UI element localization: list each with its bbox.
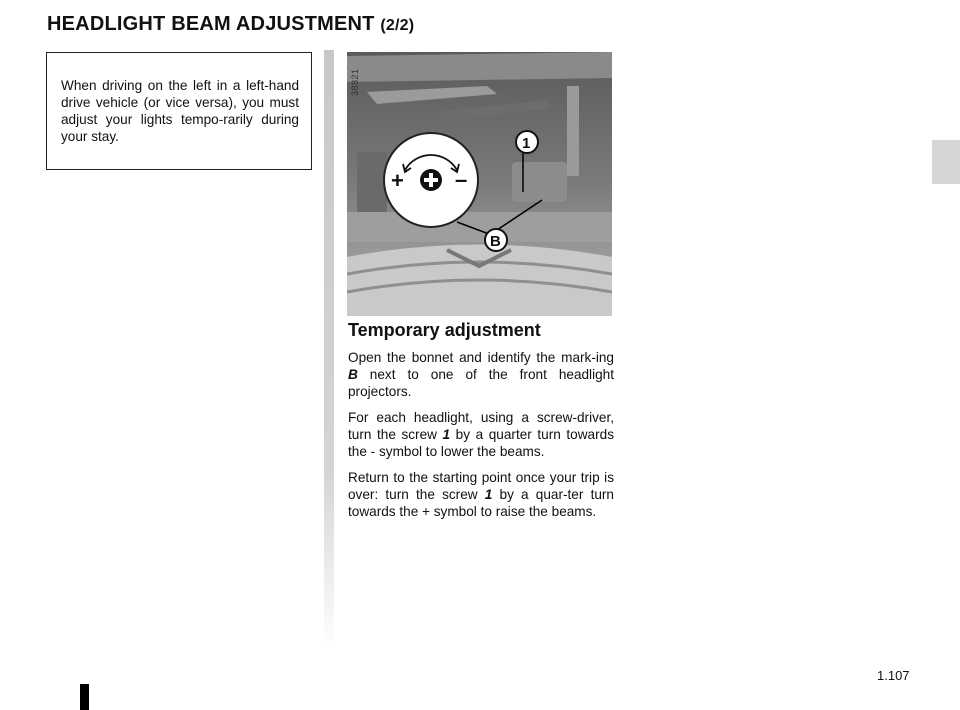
page-title — [47, 13, 414, 36]
text-run: For each headlight, using a screw-driver, turn the screw — [348, 410, 614, 442]
section-heading: Temporary adjustment — [348, 320, 541, 340]
print-corner-mark — [80, 684, 89, 710]
instruction-paragraph — [348, 409, 614, 460]
text-run: by a quar-ter turn towards the + symbol to raise the beams. — [348, 487, 614, 519]
text-run: Return to the starting point once your trip is over: turn the screw — [348, 470, 614, 502]
column-divider — [324, 50, 334, 650]
engine-bay-figure — [347, 52, 612, 316]
instruction-paragraph — [348, 349, 614, 400]
plus-symbol: + — [391, 168, 404, 193]
callout-marking-label: B — [490, 233, 501, 250]
text-run: Open the bonnet and identify the mark-ing — [348, 350, 614, 365]
marking-reference: B — [348, 367, 358, 382]
screw-reference: 1 — [442, 427, 451, 442]
text-run: by a quarter turn towards the - symbol to lower the beams. — [348, 427, 614, 459]
page-title-main: HEADLIGHT BEAM ADJUSTMENT — [47, 13, 375, 35]
bonnet-strut — [567, 86, 579, 176]
bonnet-edge — [347, 52, 612, 82]
note-text: When driving on the left in a left-hand drive vehicle (or vice versa), you must adjust your lights tempo-rarily during your stay. — [61, 78, 299, 144]
engine-component — [357, 152, 387, 212]
screw-slot — [424, 178, 438, 182]
section-thumb-tab — [932, 140, 960, 184]
engine-bay-illustration — [347, 52, 612, 316]
front-crossmember — [347, 212, 612, 242]
figure-reference-code: 38821 — [350, 68, 360, 96]
page-number: 1.107 — [877, 668, 910, 683]
instructions — [348, 349, 614, 529]
instruction-paragraph — [348, 469, 614, 520]
text-run: next to one of the front headlight projectors. — [348, 367, 614, 399]
callout-screw-label: 1 — [522, 135, 531, 152]
note-box — [46, 52, 312, 170]
page-title-part: (2/2) — [380, 17, 415, 34]
headlight-housing — [512, 162, 567, 202]
screw-reference: 1 — [484, 487, 493, 502]
minus-symbol: – — [455, 167, 468, 192]
